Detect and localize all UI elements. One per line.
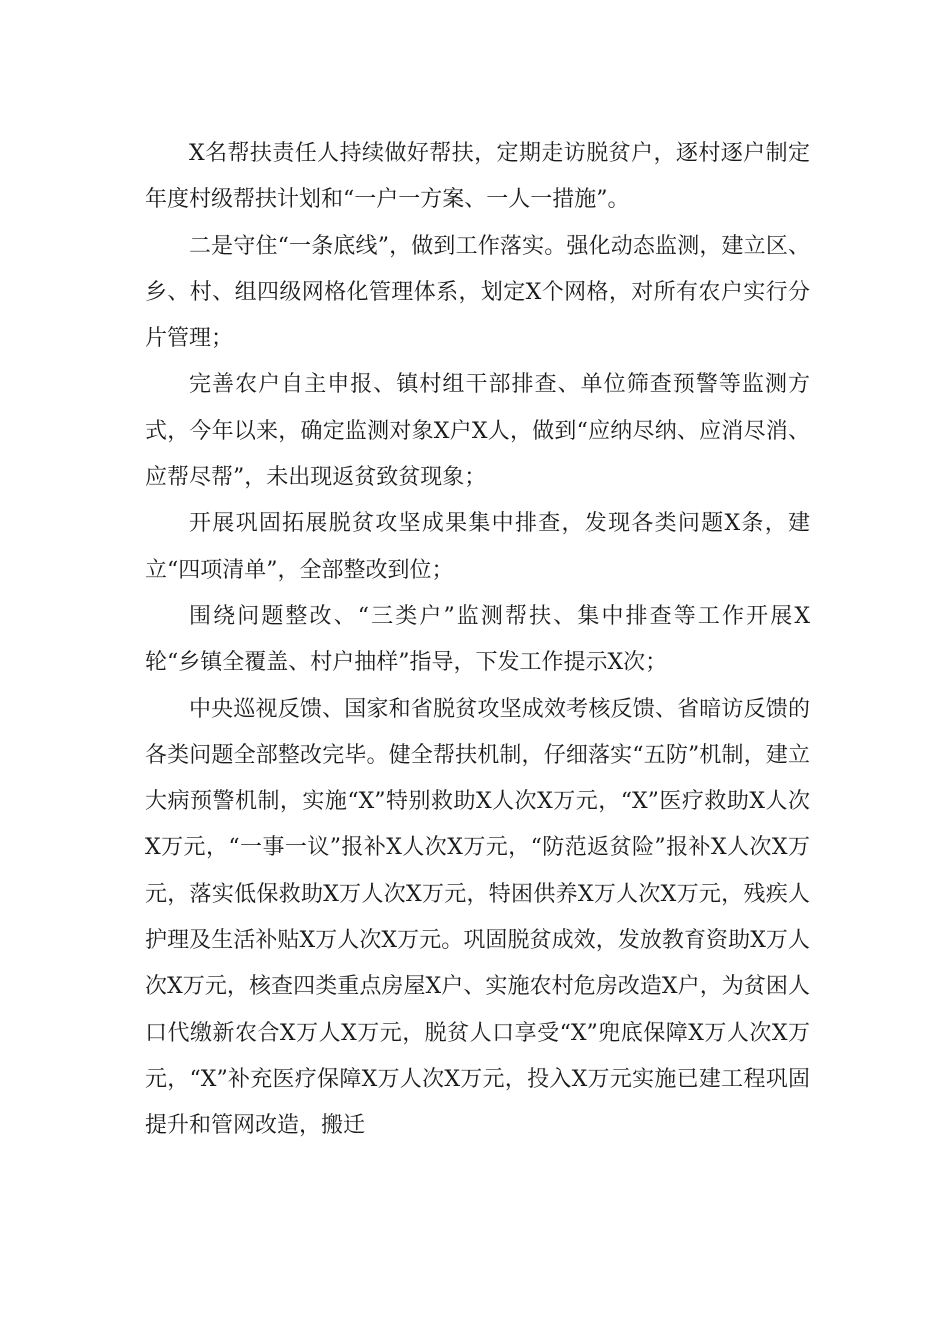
paragraph-2: 二是守住“一条底线”，做到工作落实。强化动态监测，建立区、乡、村、组四级网格化管理体系，划定X个网格，对所有农户实行分片管理；: [145, 233, 810, 352]
paragraph-6: 中央巡视反馈、国家和省脱贫攻坚成效考核反馈、省暗访反馈的各类问题全部整改完毕。健全帮扶机制，仔细落实“五防”机制，建立大病预警机制，实施“X”特别救助X人次X万元，“X”医疗救助X人次X万元，“一事一议”报补X人次X万元，“防范返贫险”报补X人次X万元，落实低保救助X万人次X万元，特困供养X万人次X万元，残疾人护理及生活补贴X万人次X万元。巩固脱贫成效，发放教育资助X万人次X万元，核查四类重点房屋X户、实施农村危房改造X户，为贫困人口代缴新农合X万人X万元，脱贫人口享受“X”兜底保障X万人次X万元，“X”补充医疗保障X万人次X万元，投入X万元实施已建工程巩固提升和管网改造，搬迁: [145, 696, 810, 1139]
document-body: [145, 131, 810, 1150]
paragraph-4: 开展巩固拓展脱贫攻坚成果集中排查，发现各类问题X条，建立“四项清单”，全部整改到位；: [145, 511, 810, 583]
paragraph-5: 围绕问题整改、“三类户”监测帮扶、集中排查等工作开展X轮“乡镇全覆盖、村户抽样”指导，下发工作提示X次；: [145, 603, 810, 676]
paragraph-3: 完善农户自主申报、镇村组干部排查、单位筛查预警等监测方式，今年以来，确定监测对象X户X人，做到“应纳尽纳、应消尽消、应帮尽帮”，未出现返贫致贫现象；: [145, 372, 810, 491]
paragraph-1: X名帮扶责任人持续做好帮扶，定期走访脱贫户，逐村逐户制定年度村级帮扶计划和“一户一方案、一人一措施”。: [145, 141, 810, 213]
